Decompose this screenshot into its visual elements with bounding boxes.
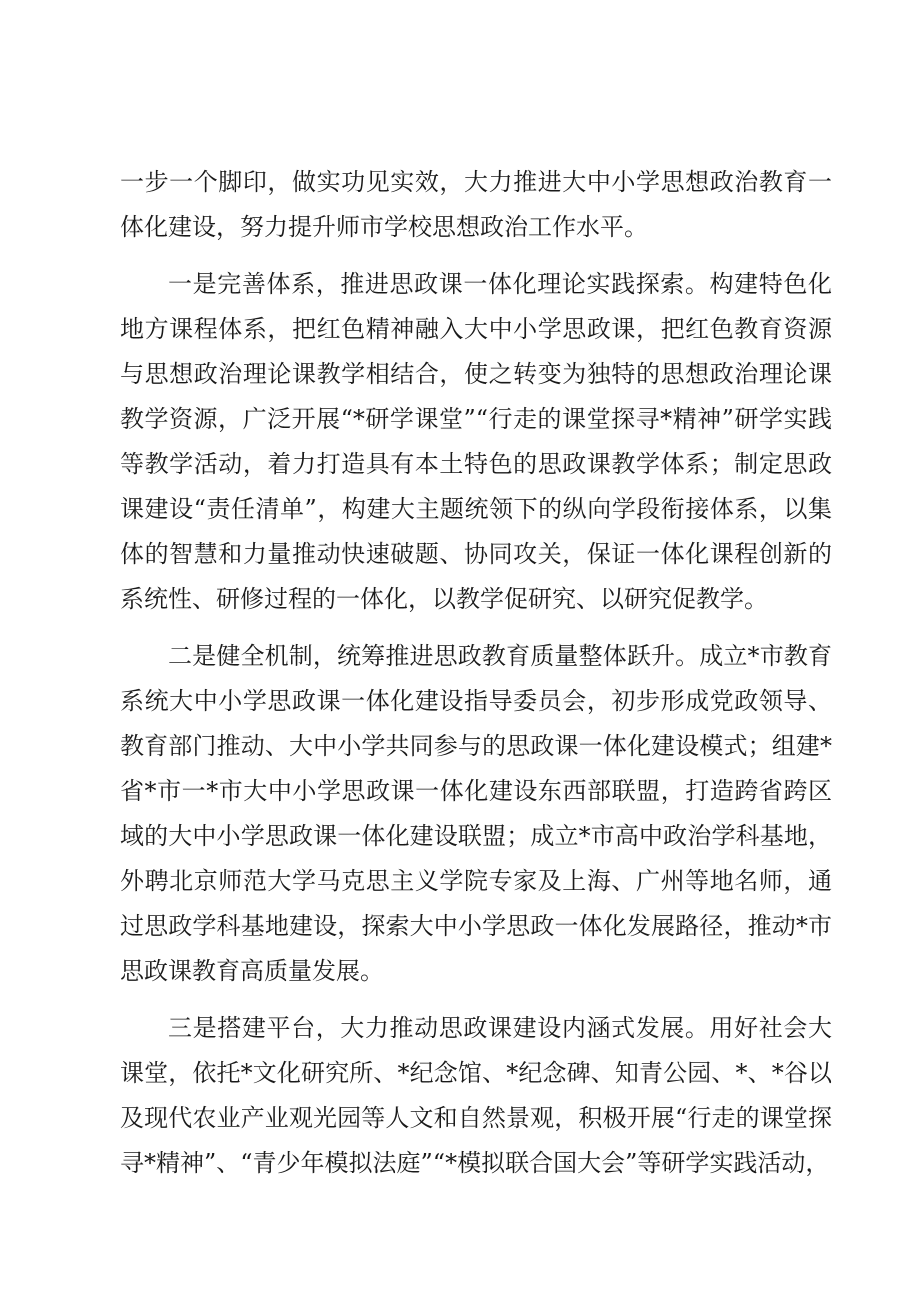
paragraph-system: 一是完善体系，推进思政课一体化理论实践探索。构建特色化地方课程体系，把红色精神融入大中小学思政课，把红色教育资源与思想政治理论课教学相结合，使之转变为独特的思想政治理论课教学资源，广泛开展“*研学课堂”“行走的课堂探寻*精神”研学实践等教学活动，着力打造具有本土特色的思政课教学体系；制定思政课建设“责任清单”，构建大主题统领下的纵向学段衔接体系，以集体的智慧和力量推动快速破题、协同攻关，保证一体化课程创新的系统性、研修过程的一体化，以教学促研究、以研究促教学。	[120, 270, 832, 613]
document-page	[120, 160, 832, 1198]
paragraph-continuation: 一步一个脚印，做实功见实效，大力推进大中小学思想政治教育一体化建设，努力提升师市学校思想政治工作水平。	[120, 168, 832, 241]
paragraph-mechanism: 二是健全机制，统筹推进思政教育质量整体跃升。成立*市教育系统大中小学思政课一体化建设指导委员会，初步形成党政领导、教育部门推动、大中小学共同参与的思政课一体化建设模式；组建*省*市一*市大中小学思政课一体化建设东西部联盟，打造跨省跨区域的大中小学思政课一体化建设联盟；成立*市高中政治学科基地，外聘北京师范大学马克思主义学院专家及上海、广州等地名师，通过思政学科基地建设，探索大中小学思政一体化发展路径，推动*市思政课教育高质量发展。	[120, 642, 832, 985]
paragraph-platform: 三是搭建平台，大力推动思政课建设内涵式发展。用好社会大课堂，依托*文化研究所、*纪念馆、*纪念碑、知青公园、*、*谷以及现代农业产业观光园等人文和自然景观，积极开展“行走的课堂探寻*精神”、“青少年模拟法庭”“*模拟联合国大会”等研学实践活动，	[120, 1014, 832, 1177]
